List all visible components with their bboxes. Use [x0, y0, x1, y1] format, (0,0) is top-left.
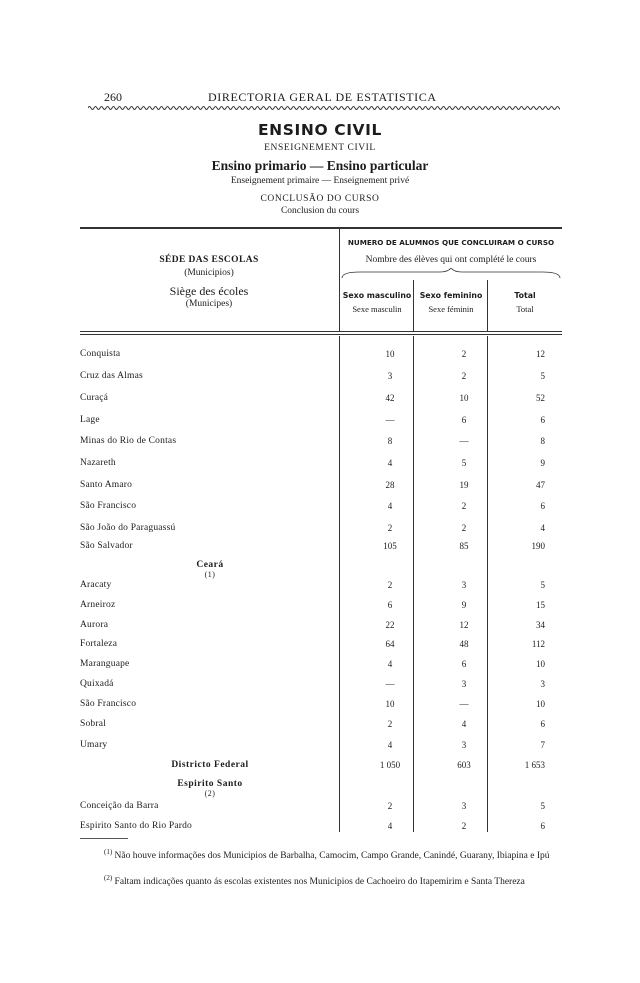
cell-total: 6	[540, 821, 545, 831]
footnote-1-text: Não houve informações dos Municipios de Barbalha, Camocim, Campo Grande, Canindé, Guarany, Ibiapina e Ipú	[114, 851, 550, 862]
cell-total: 12	[536, 349, 545, 359]
municipio-name: Aracaty	[80, 580, 112, 590]
page-number: 260	[104, 90, 122, 104]
header-col-masc-fr: Sexe masculin	[352, 304, 402, 314]
table-row	[80, 801, 562, 815]
table-row	[80, 523, 562, 537]
cell-fem: 2	[461, 371, 467, 381]
municipio-name: Conceição da Barra	[80, 801, 159, 811]
cell-masc: 4	[387, 821, 393, 831]
cell-fem: —	[459, 699, 469, 709]
table-row	[80, 699, 562, 713]
cell-fem: 19	[459, 480, 469, 490]
running-title: DIRECTORIA GERAL DE ESTATISTICA	[208, 90, 437, 104]
footnote-2-mark: (2)	[104, 874, 113, 882]
cell-fem: 12	[459, 620, 469, 630]
cell-fem: 85	[459, 541, 469, 551]
state-name: Districto Federal	[171, 760, 249, 770]
cell-total: 4	[540, 523, 545, 533]
municipio-name: Aurora	[80, 620, 109, 630]
cell-masc: 1 050	[379, 760, 401, 770]
cell-fem: 6	[461, 415, 467, 425]
cell-total: 3	[540, 679, 545, 689]
header-municipes: (Municipes)	[185, 299, 233, 309]
municipio-name: Lage	[80, 415, 100, 425]
cell-fem: —	[459, 436, 469, 446]
cell-total: 15	[536, 600, 545, 610]
state-name: Ceará	[196, 560, 224, 570]
cell-masc: 4	[387, 458, 393, 468]
header-col-total: Total	[514, 291, 536, 300]
footnote-ref: (2)	[204, 789, 216, 798]
state-name: Espirito Santo	[177, 779, 243, 789]
table-row	[80, 620, 562, 634]
cell-total: 5	[540, 371, 545, 381]
cell-total: 10	[536, 659, 545, 669]
municipio-name: São Francisco	[80, 501, 137, 511]
cell-total: 34	[536, 620, 545, 630]
cell-fem: 2	[461, 523, 467, 533]
table-row	[80, 679, 562, 693]
cell-masc: 4	[387, 501, 393, 511]
municipio-name: Minas do Rio de Contas	[80, 436, 177, 446]
cell-total: 47	[536, 480, 545, 490]
table-row	[80, 639, 562, 653]
cell-fem: 2	[461, 821, 467, 831]
municipio-name: São João do Paraguassú	[80, 523, 176, 533]
municipio-name: Umary	[80, 740, 108, 750]
municipio-name: Quixadá	[80, 679, 114, 689]
cell-masc: 10	[385, 699, 395, 709]
cell-fem: 9	[461, 600, 467, 610]
table-row	[80, 436, 562, 450]
cell-masc: 2	[387, 523, 393, 533]
municipio-name: Arneiroz	[80, 600, 116, 610]
cell-total: 190	[531, 541, 545, 551]
municipio-name: São Salvador	[80, 541, 133, 551]
cell-masc: 4	[387, 740, 393, 750]
header-col-masc: Sexo masculino	[342, 291, 412, 300]
table-row	[80, 349, 562, 363]
cell-masc: 4	[387, 659, 393, 669]
table-row	[80, 600, 562, 614]
cell-total: 7	[540, 740, 545, 750]
table-top-rule	[80, 227, 562, 229]
cell-fem: 3	[461, 679, 467, 689]
table-row	[80, 371, 562, 385]
cell-total: 6	[540, 415, 545, 425]
cell-total: 8	[540, 436, 545, 446]
cell-masc: 2	[387, 719, 393, 729]
table-row	[80, 580, 562, 594]
footnote-1	[80, 846, 562, 863]
header-sede: SÉDE DAS ESCOLAS	[159, 255, 259, 265]
cell-masc: 10	[385, 349, 395, 359]
municipio-name: São Francisco	[80, 699, 137, 709]
table-row	[80, 740, 562, 754]
cell-fem: 10	[459, 393, 469, 403]
title-main-fr: ENSEIGNEMENT CIVIL	[264, 143, 376, 153]
cell-masc: 22	[385, 620, 395, 630]
cell-fem: 4	[461, 719, 467, 729]
title-section-fr: Conclusion du cours	[280, 206, 360, 216]
header-brace	[340, 268, 562, 280]
municipio-name: Conquista	[80, 349, 121, 359]
header-col-total-fr: Total	[516, 304, 534, 314]
title-section-pt: CONCLUSÃO DO CURSO	[260, 194, 380, 204]
cell-masc: —	[385, 679, 395, 689]
cell-fem: 2	[461, 349, 467, 359]
cell-masc: 2	[387, 801, 393, 811]
cell-masc: 105	[383, 541, 397, 551]
cell-total: 6	[540, 501, 545, 511]
cell-masc: 2	[387, 580, 393, 590]
header-col-fem-fr: Sexe féminin	[428, 304, 474, 314]
municipio-name: Sobral	[80, 719, 107, 729]
cell-fem: 2	[461, 501, 467, 511]
cell-masc: 8	[387, 436, 393, 446]
cell-total: 10	[536, 699, 545, 709]
municipio-name: Nazareth	[80, 458, 116, 468]
cell-total: 6	[540, 719, 545, 729]
cell-masc: 6	[387, 600, 393, 610]
cell-total: 5	[540, 580, 545, 590]
cell-masc: 3	[387, 371, 393, 381]
cell-masc: —	[385, 415, 395, 425]
cell-fem: 3	[461, 580, 467, 590]
table-row	[80, 458, 562, 472]
cell-fem: 3	[461, 801, 467, 811]
cell-total: 5	[540, 801, 545, 811]
table-row	[80, 821, 562, 835]
table-row-state	[80, 760, 562, 774]
header-numero: NUMERO DE ALUMNOS QUE CONCLUIRAM O CURSO	[347, 238, 555, 247]
cell-fem: 5	[461, 458, 467, 468]
footnote-2-text: Faltam indicações quanto ás escolas existentes nos Municipios de Cachoeiro do Itapemirim e Santa Thereza	[114, 877, 525, 888]
municipio-name: Curaçá	[80, 393, 109, 403]
table-row-state	[80, 560, 562, 579]
header-col-fem: Sexo feminino	[419, 291, 483, 300]
cell-fem: 603	[457, 760, 471, 770]
table-row	[80, 719, 562, 733]
header-siege: Siège des écoles	[169, 284, 249, 298]
cell-masc: 64	[385, 639, 395, 649]
header-nombre: Nombre des élèves qui ont complété le cours	[365, 255, 537, 265]
municipio-name: Espirito Santo do Rio Pardo	[80, 821, 193, 831]
municipio-name: Maranguape	[80, 659, 130, 669]
table-row-state	[80, 779, 562, 798]
header-municipios: (Municipios)	[184, 268, 234, 278]
municipio-name: Fortaleza	[80, 639, 118, 649]
cell-fem: 6	[461, 659, 467, 669]
title-sub-fr: Enseignement primaire — Enseignement privé	[230, 176, 410, 186]
table-header-rule-2	[80, 334, 562, 335]
table-row	[80, 659, 562, 673]
footnote-ref: (1)	[204, 570, 216, 579]
wavy-rule	[88, 104, 560, 112]
cell-fem: 48	[459, 639, 469, 649]
table-row	[80, 415, 562, 429]
municipio-name: Cruz das Almas	[80, 371, 143, 381]
title-main-pt: ENSINO CIVIL	[257, 121, 383, 139]
footnote-rule	[80, 838, 128, 839]
table-row	[80, 501, 562, 515]
footnote-1-mark: (1)	[104, 848, 113, 856]
table-header-rule-1	[80, 331, 562, 332]
table-row	[80, 541, 562, 555]
state-heading	[80, 779, 340, 803]
municipio-name: Santo Amaro	[80, 480, 133, 490]
cell-masc: 28	[385, 480, 395, 490]
title-sub-pt: Ensino primario — Ensino particular	[211, 158, 429, 173]
cell-masc: 42	[385, 393, 395, 403]
cell-total: 9	[540, 458, 545, 468]
table-row	[80, 393, 562, 407]
cell-total: 112	[531, 639, 545, 649]
cell-total: 1 653	[524, 760, 545, 770]
cell-total: 52	[536, 393, 545, 403]
footnote-2	[80, 872, 562, 889]
cell-fem: 3	[461, 740, 467, 750]
table-row	[80, 480, 562, 494]
